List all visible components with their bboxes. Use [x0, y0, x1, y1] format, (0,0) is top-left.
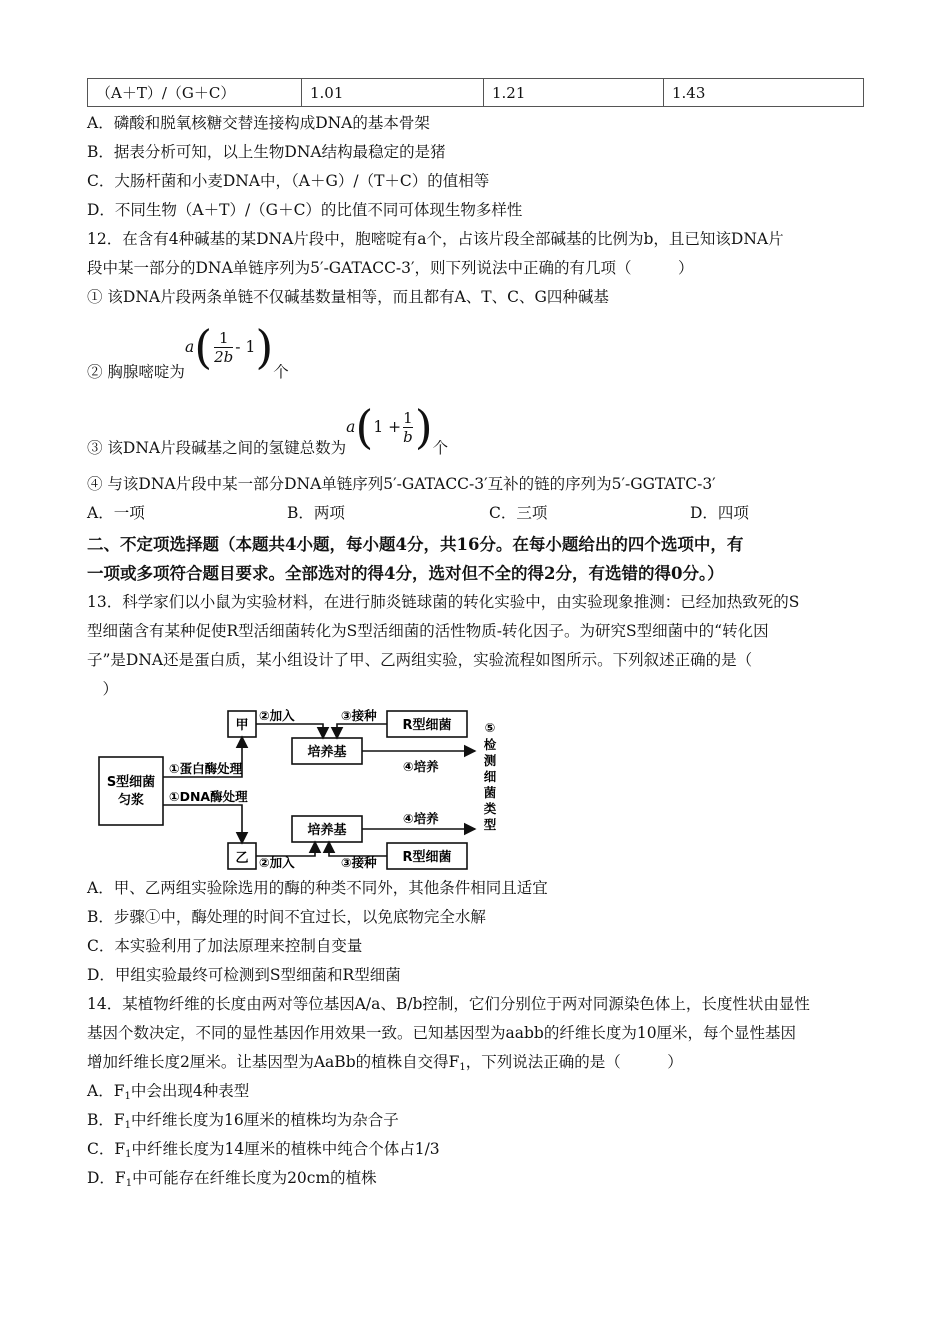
formula-hbonds: [346, 400, 433, 454]
detect-char: 测: [483, 753, 497, 768]
option-text: 中可能存在纤维长度为20cm的植株: [132, 1169, 377, 1187]
formula-fraction: [403, 409, 413, 446]
formula-var: a: [346, 418, 356, 436]
option-d: D．四项: [690, 504, 749, 522]
culture-label: ④培养: [403, 759, 439, 774]
table-row: [88, 79, 864, 107]
option-c: [87, 1135, 867, 1164]
option-b: B．据表分析可知，以上生物DNA结构最稳定的是猪: [87, 143, 446, 161]
table-cell: 1.01: [302, 79, 484, 107]
detect-char: 型: [483, 817, 497, 832]
option-c: C．三项: [489, 504, 548, 522]
homogenate-box: [99, 757, 163, 825]
option-a: A．甲、乙两组实验除选用的酶的种类不同外，其他条件相同且适宜: [87, 879, 548, 897]
numerator: 1: [403, 408, 413, 427]
table-cell-label: （A＋T）/（G＋C）: [88, 79, 302, 107]
statement-1: ① 该DNA片段两条单链不仅碱基数量相等，而且都有A、T、C、G四种碱基: [87, 288, 609, 306]
experiment-diagram: [87, 704, 867, 874]
culture-label: ④培养: [403, 811, 439, 826]
formula-minus: - 1: [235, 338, 256, 356]
homogenate-label: 匀浆: [117, 793, 145, 808]
question-12: [87, 225, 867, 528]
question-stem: 12．在含有4种碱基的某DNA片段中，胞嘧啶有a个，占该片段全部碱基的比例为b，且已知该DNA片: [87, 230, 784, 248]
option-d: D．不同生物（A＋T）/（G＋C）的比值不同可体现生物多样性: [87, 201, 523, 219]
stem-text: ，下列说法正确的是（ ）: [465, 1053, 683, 1071]
exam-page: [87, 78, 867, 1193]
stem-text: 增加纤维长度2厘米。让基因型为AaBb的植株自交得F: [87, 1053, 460, 1071]
question-stem: 14．某植物纤维的长度由两对等位基因A/a、B/b控制，它们分别位于两对同源染色体上，长度性状由显性: [87, 995, 810, 1013]
detect-char: 检: [483, 737, 497, 752]
option-d: D．甲组实验最终可检测到S型细菌和R型细菌: [87, 966, 401, 984]
option-b: [87, 1106, 867, 1135]
homogenate-label: S型细菌: [106, 775, 156, 790]
statement-label: ② 胸腺嘧啶为: [87, 363, 185, 381]
option-c: C．本实验利用了加法原理来控制自变量: [87, 937, 363, 955]
option-text: 中纤维长度为16厘米的植株均为杂合子: [131, 1111, 399, 1129]
option-a: A．磷酸和脱氧核糖交替连接构成DNA的基本骨架: [87, 114, 430, 132]
detect-char: 细: [483, 769, 497, 784]
r-bacteria-label: R型细菌: [402, 850, 452, 865]
formula-paren: (: [355, 400, 374, 454]
q11-options: [87, 109, 867, 225]
subscript: 1: [124, 1120, 132, 1131]
formula-fraction: [214, 329, 233, 366]
formula-paren: ): [255, 320, 274, 374]
formula-thymine: [184, 320, 274, 374]
option-text: 中会出现4种表型: [130, 1082, 250, 1100]
table-cell: 1.21: [484, 79, 664, 107]
inoculate-label: ③接种: [341, 855, 377, 870]
denominator: 2b: [214, 347, 234, 366]
subscript: 1: [125, 1149, 132, 1160]
question-stem: [87, 1048, 867, 1077]
section-heading-line: 二、不定项选择题（本题共4小题，每小题4分，共16分。在每小题给出的四个选项中，有: [87, 535, 744, 554]
statement-unit: 个: [432, 439, 449, 457]
option-b: B．两项: [287, 504, 345, 522]
question-stem: ）: [87, 680, 119, 698]
flow-diagram: [97, 707, 517, 872]
detect-char: 菌: [483, 785, 497, 800]
option-text: A．F: [87, 1082, 125, 1100]
subscript: 1: [125, 1178, 133, 1189]
option-b: B．步骤①中，酶处理的时间不宜过长，以免底物完全水解: [87, 908, 486, 926]
statement-label: ③ 该DNA片段碱基之间的氢键总数为: [87, 439, 347, 457]
numerator: 1: [218, 328, 229, 347]
option-d: [87, 1164, 867, 1193]
denominator: b: [403, 427, 413, 446]
inoculate-label: ③接种: [341, 708, 377, 723]
statement-4: ④ 与该DNA片段中某一部分DNA单链序列5′-GATACC-3′互补的链的序列为5′-GGTATC-3′: [87, 475, 716, 493]
statement-unit: 个: [273, 363, 289, 381]
yi-label: 乙: [235, 851, 249, 866]
detect-char: 类: [483, 801, 497, 816]
question-stem: 基因个数决定，不同的显性基因作用效果一致。已知基因型为aabb的纤维长度为10厘米，每个显性基因: [87, 1024, 797, 1042]
add-label: ②加入: [259, 708, 295, 723]
question-stem: 13．科学家们以小鼠为实验材料，在进行肺炎链球菌的转化实验中，由实验现象推测：已经加热致死的S: [87, 593, 800, 611]
detect-char: ⑤: [484, 720, 496, 735]
section-heading: [87, 530, 867, 588]
option-text: B．F: [87, 1111, 125, 1129]
option-text: C．F: [87, 1140, 126, 1158]
subscript: 1: [459, 1062, 466, 1073]
question-stem: 段中某一部分的DNA单链序列为5′-GATACC-3′，则下列说法中正确的有几项（ ）: [87, 259, 694, 277]
treat-dnase: ①DNA酶处理: [169, 789, 248, 804]
option-a: [87, 1077, 867, 1106]
question-13: [87, 588, 867, 990]
medium-label: 培养基: [307, 745, 347, 760]
medium-label: 培养基: [307, 823, 347, 838]
subscript: 1: [124, 1091, 131, 1102]
formula-var: a: [184, 338, 195, 356]
r-bacteria-label: R型细菌: [402, 718, 452, 733]
base-ratio-table: [87, 78, 864, 107]
question-14: [87, 990, 867, 1193]
q12-options: [87, 499, 867, 528]
section-heading-line: 一项或多项符合题目要求。全部选对的得4分，选对但不全的得2分，有选错的得0分。）: [87, 564, 724, 583]
formula-paren: (: [194, 320, 213, 374]
question-stem: 型细菌含有某种促使R型活细菌转化为S型活细菌的活性物质-转化因子。为研究S型细菌中的“转化因: [87, 622, 769, 640]
question-stem: 子”是DNA还是蛋白质，某小组设计了甲、乙两组实验，实验流程如图所示。下列叙述正确的是（: [87, 651, 753, 669]
option-text: 中纤维长度为14厘米的植株中纯合个体占1/3: [131, 1140, 440, 1158]
option-c: C．大肠杆菌和小麦DNA中，（A＋G）/（T＋C）的值相等: [87, 172, 490, 190]
statement-3: [87, 392, 867, 468]
jia-label: 甲: [235, 718, 249, 733]
treat-protease: ①蛋白酶处理: [169, 761, 243, 776]
formula-one-plus: 1 +: [373, 418, 402, 436]
option-a: A．一项: [87, 504, 145, 522]
option-text: D．F: [87, 1169, 126, 1187]
statement-2: [87, 312, 867, 392]
table-cell: 1.43: [664, 79, 864, 107]
detect-label: [484, 720, 497, 832]
formula-paren: ): [414, 400, 433, 454]
add-label: ②加入: [259, 855, 295, 870]
